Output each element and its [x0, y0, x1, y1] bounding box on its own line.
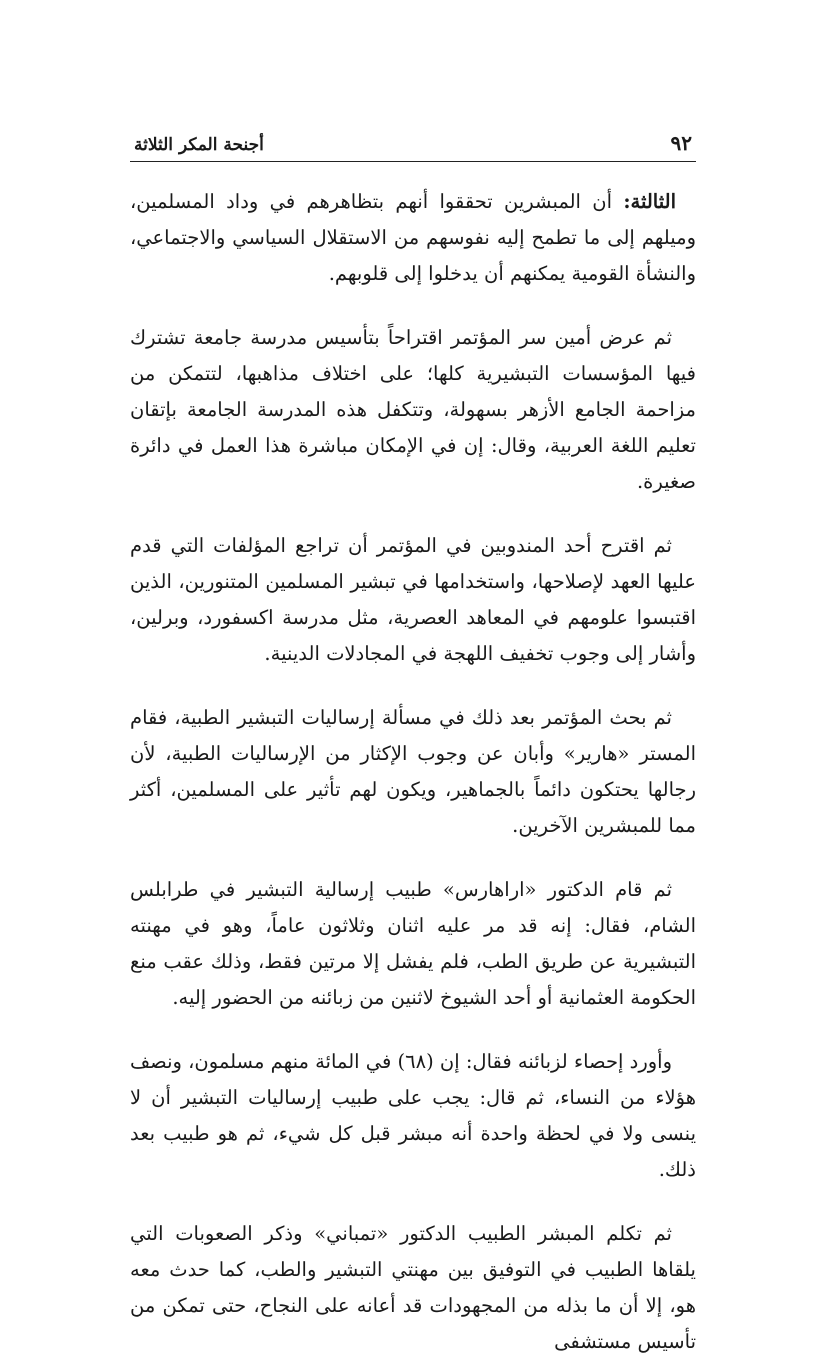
page-number: ٩٢ — [670, 131, 692, 155]
paragraph-6: وأورد إحصاء لزبائنه فقال: إن (٦٨) في المائة منهم مسلمون، ونصف هؤلاء من النساء، ثم قال: يجب على طبيب إرساليات التبشير أن لا ينسى ولا في لحظة واحدة أنه مبشر قبل كل شيء، ثم هو طبيب بعد ذلك. — [130, 1050, 696, 1181]
paragraph-7: ثم تكلم المبشر الطبيب الدكتور «تمباني» وذكر الصعوبات التي يلقاها الطبيب في التوفيق بين مهنتي التبشير والطب، كما حدث معه هو، إلا أن ما بذله من المجهودات قد أعانه على النجاح، حتى تمكن من تأسيس مستشفى — [130, 1222, 696, 1353]
page-body — [130, 184, 696, 1360]
paragraph-lead: الثالثة: — [623, 190, 676, 213]
page-header — [130, 128, 696, 162]
paragraph-1 — [130, 184, 696, 292]
paragraph-4: ثم بحث المؤتمر بعد ذلك في مسألة إرساليات التبشير الطبية، فقام المستر «هارير» وأبان عن وجوب الإكثار من الإرساليات الطبية، لأن رجالها يحتكون دائماً بالجماهير، ويكون لهم تأثير على المسلمين، أكثر مما للمبشرين الآخرين. — [130, 706, 696, 837]
book-page — [130, 128, 696, 1353]
running-title: أجنحة المكر الثلاثة — [134, 135, 264, 155]
paragraph-5: ثم قام الدكتور «اراهارس» طبيب إرسالية التبشير في طرابلس الشام، فقال: إنه قد مر عليه اثنان وثلاثون عاماً، وهو في مهنته التبشيرية عن طريق الطب، فلم يفشل إلا مرتين فقط، وذلك عقب منع الحكومة العثمانية أو أحد الشيوخ لاثنين من زبائنه من الحضور إليه. — [130, 878, 696, 1009]
paragraph-2: ثم عرض أمين سر المؤتمر اقتراحاً بتأسيس مدرسة جامعة تشترك فيها المؤسسات التبشيرية كلها؛ على اختلاف مذاهبها، لتتمكن من مزاحمة الجامع الأزهر بسهولة، وتتكفل هذه المدرسة الجامعة بإتقان تعليم اللغة العربية، وقال: إن في الإمكان مباشرة هذا العمل في دائرة صغيرة. — [130, 326, 696, 493]
paragraph-text: أن المبشرين تحققوا أنهم بتظاهرهم في وداد المسلمين، وميلهم إلى ما تطمح إليه نفوسهم من الاستقلال السياسي والاجتماعي، والنشأة القومية يمكنهم أن يدخلوا إلى قلوبهم. — [130, 190, 696, 285]
paragraph-3: ثم اقترح أحد المندوبين في المؤتمر أن تراجع المؤلفات التي قدم عليها العهد لإصلاحها، واستخدامها في تبشير المسلمين المتنورين، الذين اقتبسوا علومهم في المعاهد العصرية، مثل مدرسة اكسفورد، وبرلين، وأشار إلى وجوب تخفيف اللهجة في المجادلات الدينية. — [130, 534, 696, 665]
